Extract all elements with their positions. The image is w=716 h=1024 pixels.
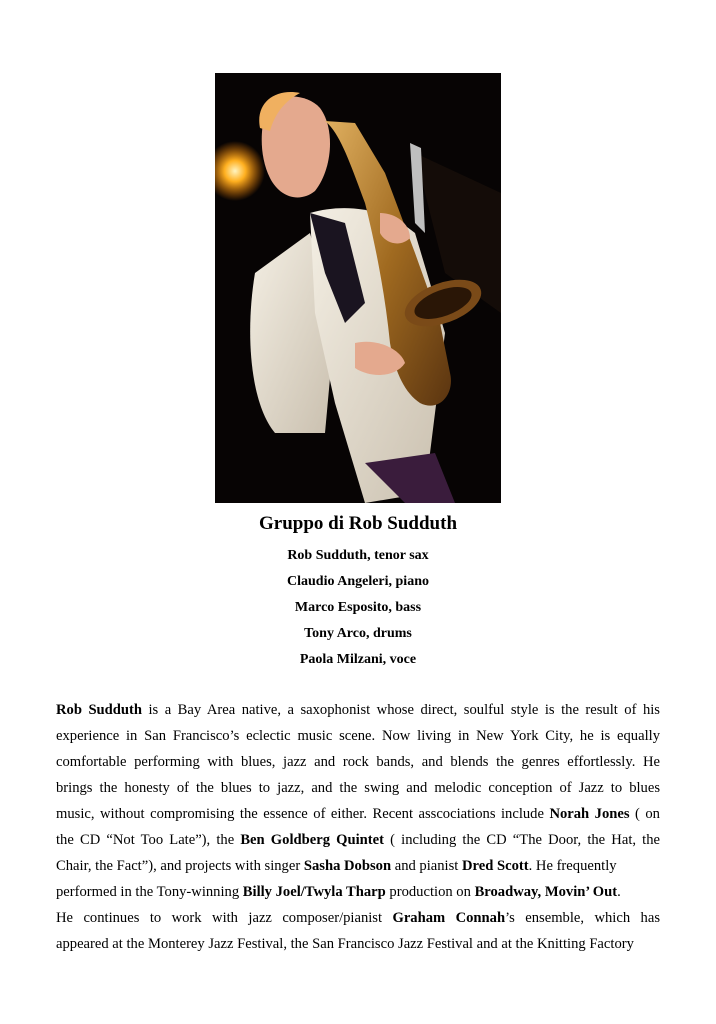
artist-name: Rob Sudduth [56,702,142,718]
bio-line: brings the honesty of the blues to jazz, and the swing and melodic conception of Jazz to blues [56,780,660,796]
lineup-member: Rob Sudduth, tenor sax [287,548,429,563]
bio-line: music, without compromising the essence of either. Recent asscociations include Norah Jones ( on [56,806,660,822]
bio-line: He continues to work with jazz composer/pianist Graham Connah’s ensemble, which has [56,910,661,926]
lineup-member: Claudio Angeleri, piano [287,574,429,589]
bio-line: comfortable performing with blues, jazz and rock bands, and blends the genres effortlessly. He [56,754,660,770]
biography [56,697,660,957]
saxophonist-illustration [215,73,501,503]
saxophonist-photo [215,73,501,503]
bio-line: appeared at the Monterey Jazz Festival, the San Francisco Jazz Festival and at the Knitting Factory [56,936,634,952]
lineup-member: Tony Arco, drums [304,626,412,641]
bio-line: Rob Sudduth is a Bay Area native, a saxophonist whose direct, soulful style is the result of his [56,702,660,718]
lineup-member: Paola Milzani, voce [299,652,417,667]
bio-line: experience in San Francisco’s eclectic music scene. Now living in New York City, he is equally [56,728,660,744]
page-title: Gruppo di Rob Sudduth [258,513,458,534]
bio-line: the CD “Not Too Late”), the Ben Goldberg Quintet ( including the CD “The Door, the Hat, the [56,832,660,848]
bio-line: performed in the Tony-winning Billy Joel/Twyla Tharp production on Broadway, Movin’ Out. [56,884,621,900]
band-lineup [0,543,716,673]
lineup-member: Marco Esposito, bass [294,600,422,615]
bio-line: Chair, the Fact”), and projects with singer Sasha Dobson and pianist Dred Scott. He frequently [56,858,617,874]
